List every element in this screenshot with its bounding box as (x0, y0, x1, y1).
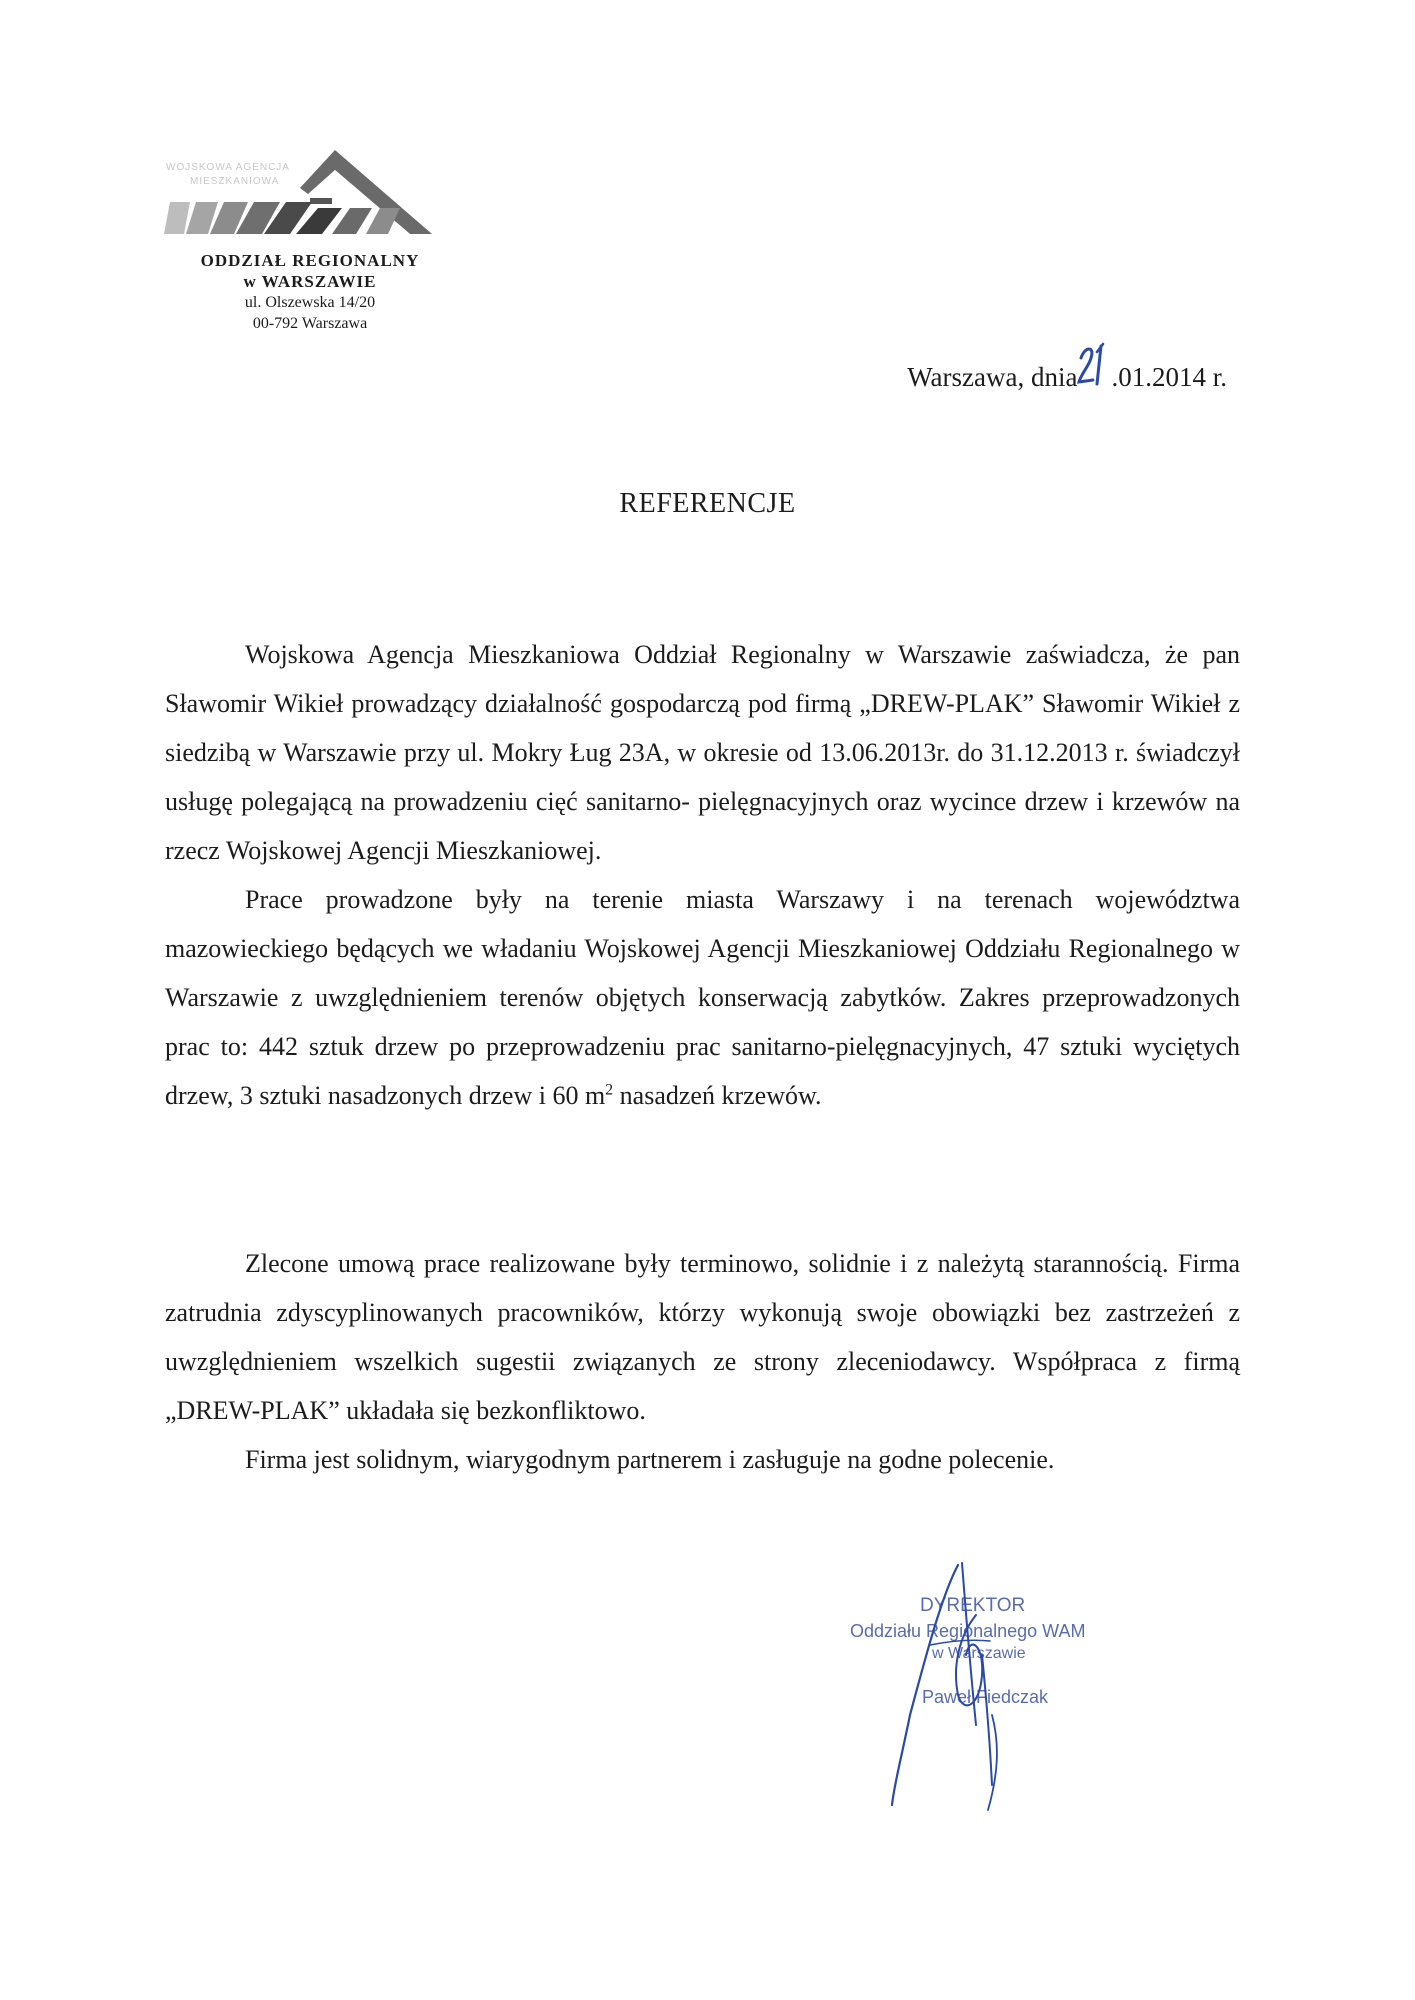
agency-logo (160, 148, 450, 248)
paragraph-4: Firma jest solidnym, wiarygodnym partnerem i zasługuje na godne polecenie. (245, 1445, 1055, 1474)
superscript-2: 2 (605, 1081, 614, 1099)
letter-body (165, 630, 1240, 1484)
paragraph-1: Wojskowa Agencja Mieszkaniowa Oddział Regionalny w Warszawie zaświadcza, że pan Sławomir Wikieł prowadzący działalność gospodarczą pod firmą „DREW-PLAK” Sławomir Wikieł z siedzibą w Warszawie przy ul. Mokry Ług 23A, w okresie od 13.06.2013r. do 31.12.2013 r. świadczył usługę polegającą na prowadzeniu cięć sanitarno- pielęgnacyjnych oraz wycince drzew i krzewów na rzecz Wojskowej Agencji Mieszkaniowej. (165, 640, 1240, 865)
agency-logo-icon (160, 148, 450, 248)
svg-text:WOJSKOWA AGENCJA: WOJSKOWA AGENCJA (166, 162, 290, 173)
stamp-line-1: DYREKTOR (920, 1595, 1026, 1616)
handwritten-day (1077, 354, 1111, 392)
org-city: w WARSZAWIE (243, 272, 377, 291)
handwritten-day-icon (1077, 338, 1111, 386)
paragraph-2-end: nasadzeń krzewów. (613, 1081, 822, 1110)
signature-icon (870, 1555, 1070, 1815)
paragraph-2 (165, 875, 1240, 1120)
document-title: REFERENCJE (619, 488, 796, 519)
date-prefix: Warszawa, dnia (907, 362, 1078, 392)
paragraph-2-text: Prace prowadzone były na terenie miasta Warszawy i na terenach województwa mazowieckiego będących we władaniu Wojskowej Agencji Mieszkaniowej Oddziału Regionalnego w Warszawie z uwzględnieniem terenów objętych konserwacją zabytków. Zakres przeprowadzonych prac to: 442 sztuk drzew po przeprowadzeniu prac sanitarno-pielęgnacyjnych, 47 sztuki wyciętych drzew, 3 sztuki nasadzonych drzew i 60 m (165, 885, 1240, 1110)
stamp-line-4: Paweł Fiedczak (922, 1687, 1049, 1707)
director-stamp (850, 1555, 1170, 1815)
address-city: 00-792 Warszawa (252, 315, 368, 332)
address-street: ul. Olszewska 14/20 (244, 294, 376, 311)
letter-date (907, 348, 1227, 393)
date-rest: .01.2014 r. (1111, 362, 1227, 392)
paragraph-3: Zlecone umową prace realizowane były terminowo, solidnie i z należytą starannością. Firma zatrudnia zdyscyplinowanych pracowników, którzy wykonują swoje obowiązki bez zastrzeżeń z uwzględnieniem wszelkich sugestii związanych ze strony zleceniodawcy. Współpraca z firmą „DREW-PLAK” układała się bezkonfliktowo. (165, 1249, 1240, 1425)
org-name: ODDZIAŁ REGIONALNY (200, 251, 420, 270)
svg-text:MIESZKANIOWA: MIESZKANIOWA (190, 176, 280, 187)
stamp-line-2: Oddziału Regionalnego WAM (850, 1621, 1086, 1641)
sender-address-block (180, 250, 440, 334)
stamp-line-3: w Warszawie (932, 1645, 1026, 1662)
